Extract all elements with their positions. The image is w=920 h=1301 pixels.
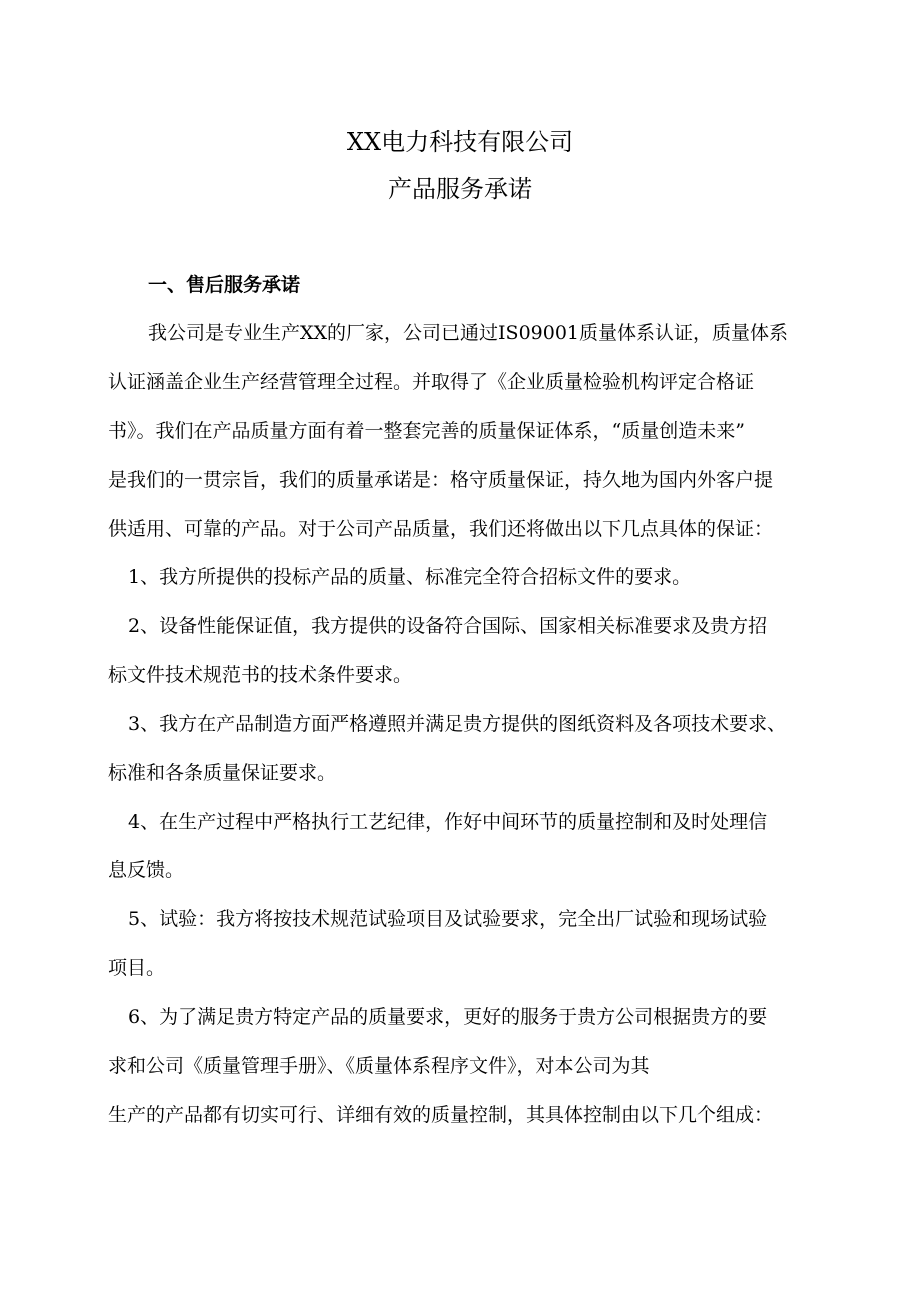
- list-item-continuation: 项目。: [108, 957, 166, 979]
- list-item: 6、为了满足贵方特定产品的质量要求，更好的服务于贵方公司根据贵方的要: [128, 1006, 768, 1028]
- paragraph-line: 是我们的一贯宗旨，我们的质量承诺是：格守质量保证，持久地为国内外客户提: [108, 469, 774, 491]
- list-item: 4、在生产过程中严格执行工艺纪律，作好中间环节的质量控制和及时处理信: [128, 811, 768, 833]
- paragraph-line: 书》。我们在产品质量方面有着一整套完善的质量保证体系，“质量创造未来”: [108, 420, 745, 442]
- list-item-continuation: 标准和各条质量保证要求。: [108, 762, 337, 784]
- section-heading: 一、售后服务承诺: [148, 274, 301, 296]
- paragraph-line: 供适用、可靠的产品。对于公司产品质量，我们还将做出以下几点具体的保证：: [108, 518, 774, 540]
- company-title: XX电力科技有限公司: [346, 128, 574, 156]
- list-item: 3、我方在产品制造方面严格遵照并满足贵方提供的图纸资料及各项技术要求、: [128, 713, 787, 735]
- list-item-continuation: 生产的产品都有切实可行、详细有效的质量控制，其具体控制由以下几个组成：: [108, 1104, 774, 1126]
- list-item: 5、试验：我方将按技术规范试验项目及试验要求，完全出厂试验和现场试验: [128, 908, 768, 930]
- list-item: 2、设备性能保证值，我方提供的设备符合国际、国家相关标准要求及贵方招: [128, 615, 768, 637]
- document-subtitle: 产品服务承诺: [388, 175, 532, 203]
- paragraph-line: 认证涵盖企业生产经营管理全过程。并取得了《企业质量检验机构评定合格证: [108, 371, 755, 393]
- list-item: 1、我方所提供的投标产品的质量、标准完全符合招标文件的要求。: [128, 566, 692, 588]
- list-item-continuation: 息反馈。: [108, 859, 185, 881]
- list-item-continuation: 标文件技术规范书的技术条件要求。: [108, 664, 413, 686]
- paragraph-line: 我公司是专业生产XX的厂家，公司已通过IS09001质量体系认证，质量体系: [148, 322, 789, 344]
- list-item-continuation: 求和公司《质量管理手册》、《质量体系程序文件》，对本公司为其: [108, 1055, 650, 1077]
